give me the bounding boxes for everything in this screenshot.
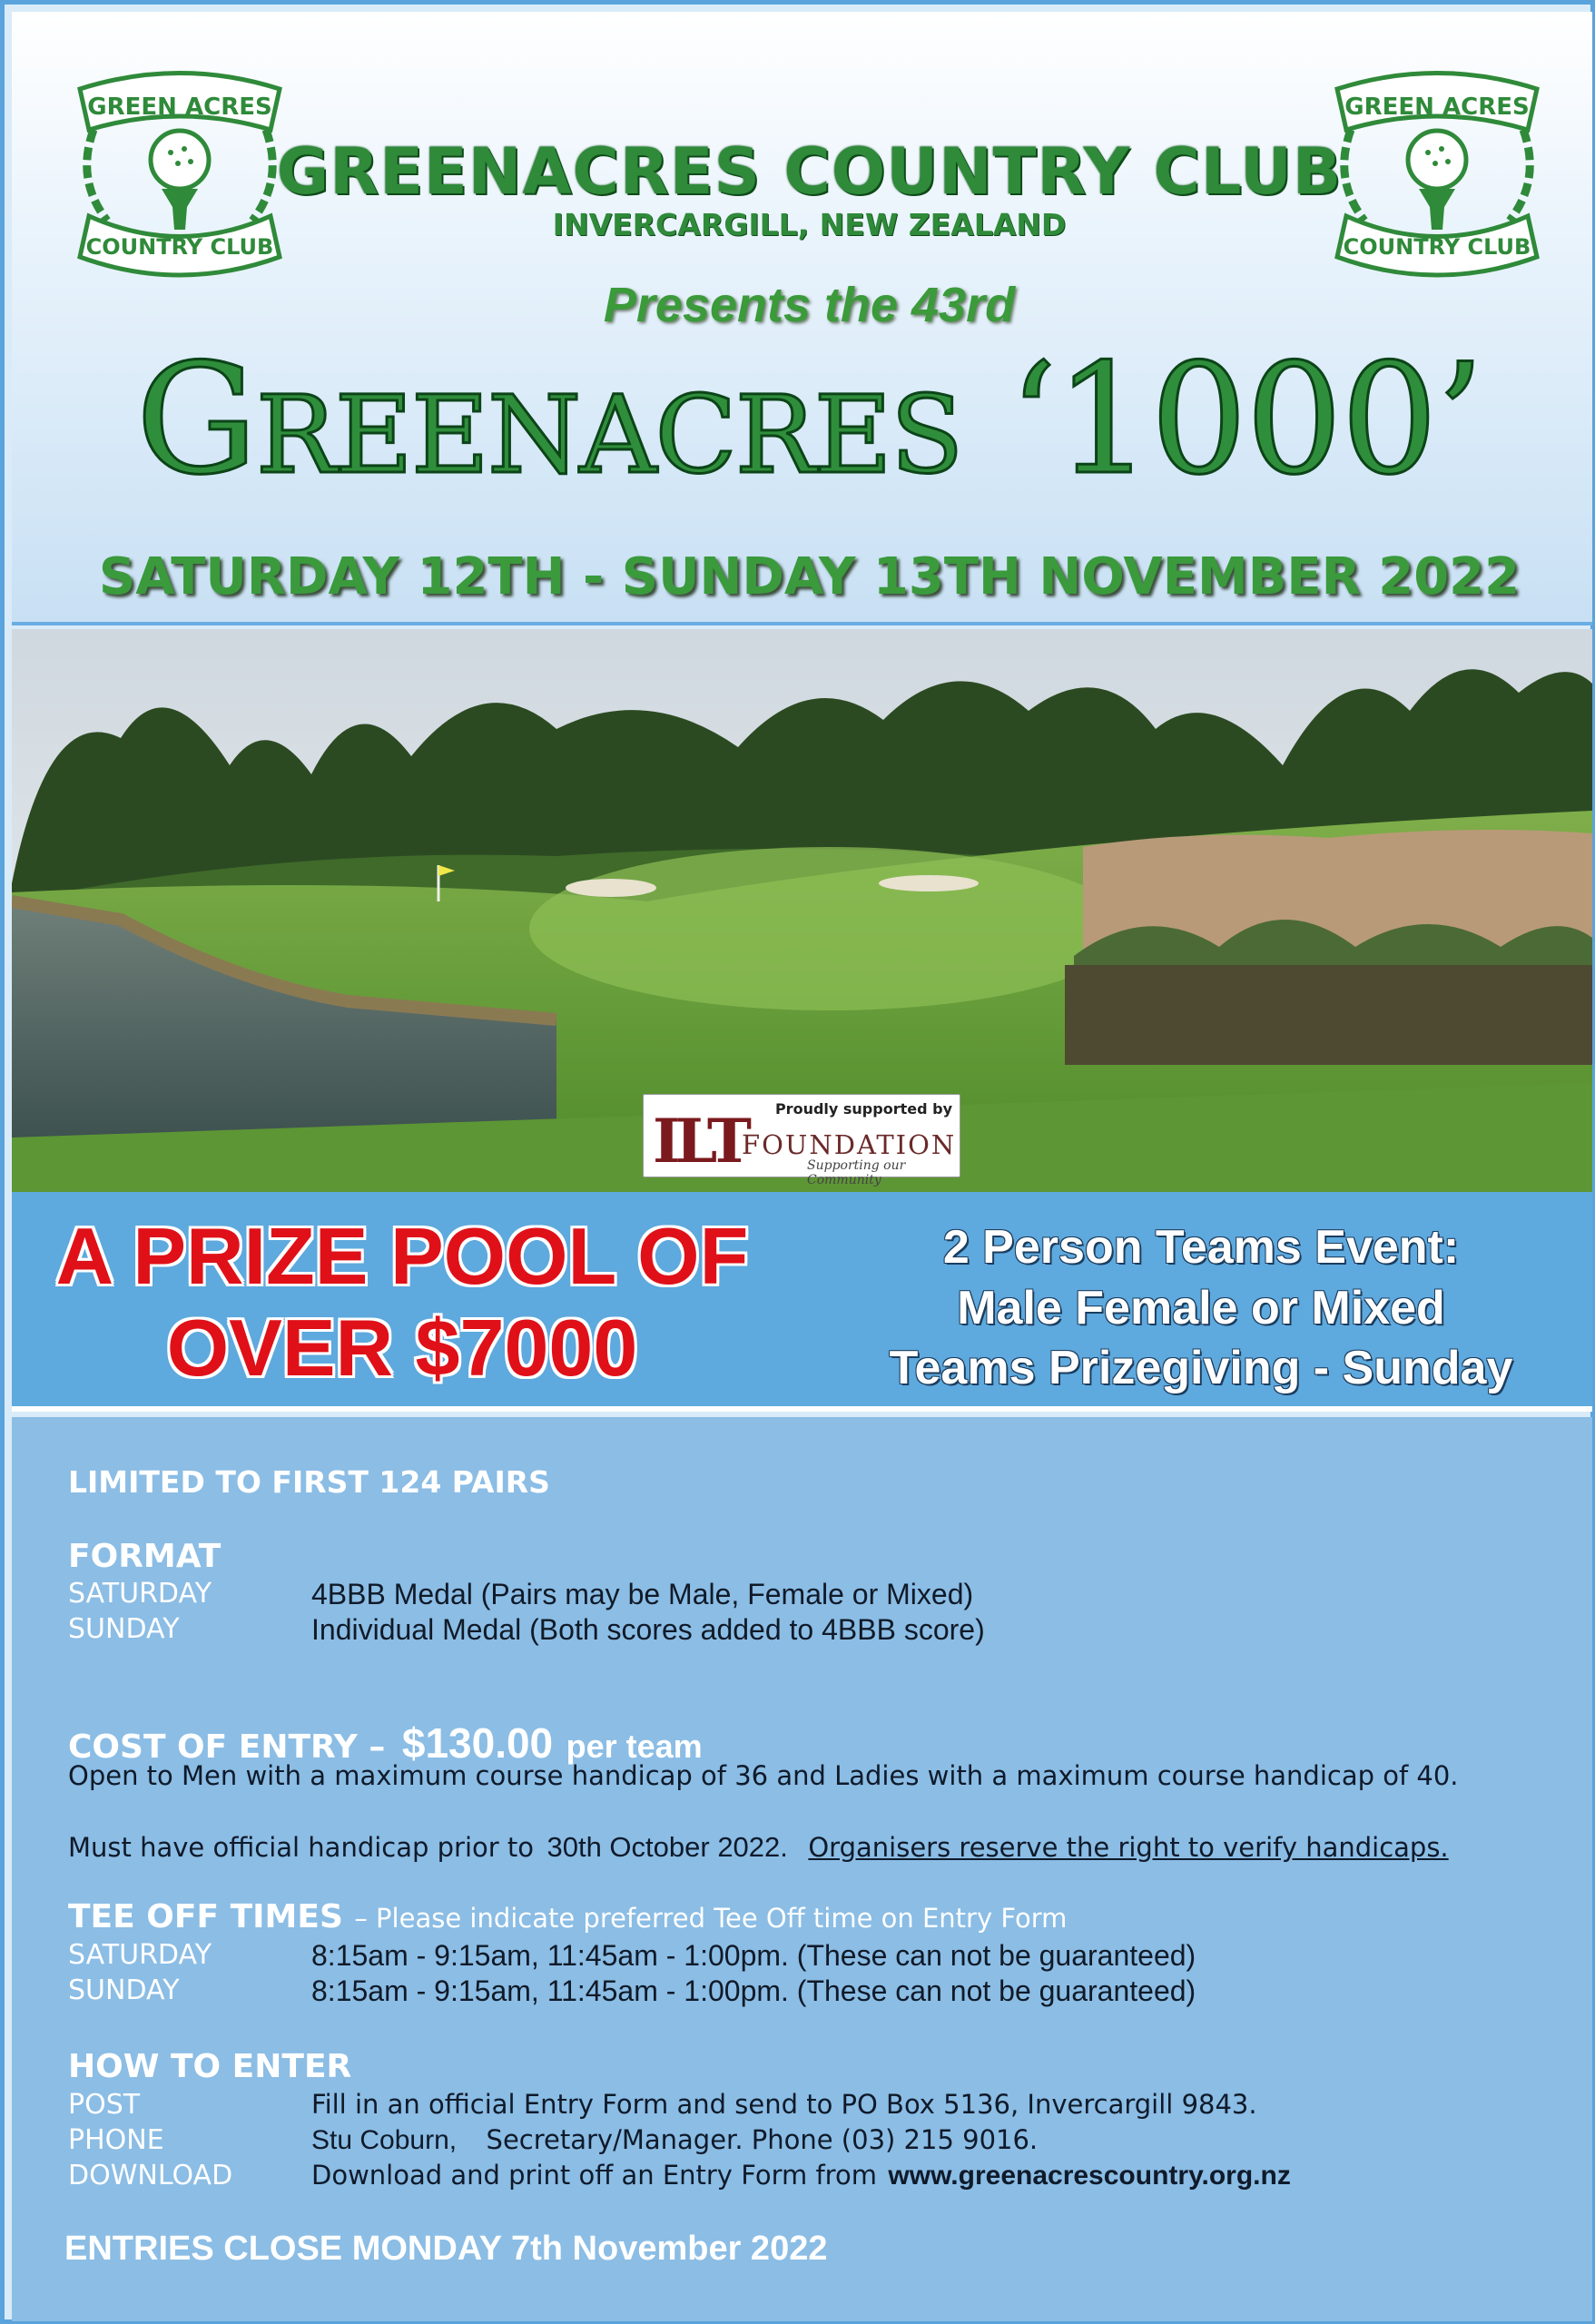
eligibility-text: Open to Men with a maximum course handicap of 36 and Ladies with a maximum course handicap of 40. bbox=[68, 1760, 1459, 1791]
prize-band bbox=[12, 1192, 1592, 1412]
phone-contact-name: Stu Coburn, bbox=[311, 2125, 458, 2155]
logo-bottom-text: COUNTRY CLUB bbox=[85, 234, 274, 260]
tee-saturday-value: 8:15am - 9:15am, 11:45am - 1:00pm. (These can not be guaranteed) bbox=[311, 1939, 1196, 1972]
format-saturday-label: SATURDAY bbox=[68, 1578, 212, 1610]
sponsor-badge bbox=[643, 1094, 960, 1187]
sponsor-tagline: Proudly supported by bbox=[774, 1100, 952, 1118]
tee-note: – Please indicate preferred Tee Off time on Entry Form bbox=[354, 1903, 1068, 1934]
tee-sunday-label: SUNDAY bbox=[68, 1974, 180, 2006]
teams-line-1: 2 Person Teams Event: bbox=[942, 1221, 1460, 1274]
website-link[interactable]: www.greenacrescountry.org.nz bbox=[888, 2161, 1291, 2191]
poster-header bbox=[12, 12, 1592, 625]
event-title: Greenacres ‘1000’ bbox=[135, 330, 1483, 508]
download-value bbox=[311, 2160, 1291, 2191]
post-label: POST bbox=[68, 2089, 141, 2121]
tee-off-times bbox=[68, 1898, 1067, 1935]
event-dates: SATURDAY 12TH - SUNDAY 13TH NOVEMBER 2022 bbox=[98, 547, 1521, 606]
format-heading: FORMAT bbox=[68, 1538, 222, 1575]
format-sunday-label: SUNDAY bbox=[68, 1613, 180, 1645]
tee-saturday-label: SATURDAY bbox=[68, 1939, 212, 1971]
handicap-date: 30th October 2022. bbox=[546, 1831, 788, 1863]
tee-heading: TEE OFF TIMES bbox=[68, 1898, 343, 1935]
sponsor-subline: Supporting our Community bbox=[807, 1158, 906, 1187]
prize-line-2: OVER $7000 bbox=[166, 1303, 638, 1393]
download-label: DOWNLOAD bbox=[68, 2160, 233, 2191]
cost-amount: $130.00 bbox=[401, 1719, 554, 1767]
prize-pool-text bbox=[48, 1210, 756, 1393]
prize-line-1: A PRIZE POOL OF bbox=[55, 1211, 749, 1301]
logo-top-text: GREEN ACRES bbox=[1344, 94, 1530, 121]
phone-value bbox=[311, 2124, 1038, 2156]
presents-text: Presents the 43rd bbox=[603, 278, 1016, 332]
tee-sunday-value: 8:15am - 9:15am, 11:45am - 1:00pm. (These can not be guaranteed) bbox=[311, 1974, 1196, 2007]
club-name: GREENACRES COUNTRY CLUB bbox=[276, 134, 1343, 209]
cost-per-team: per team bbox=[566, 1728, 703, 1765]
format-sunday-value: Individual Medal (Both scores added to 4BBB score) bbox=[311, 1613, 985, 1646]
logo-top-text: GREEN ACRES bbox=[87, 94, 272, 121]
entries-close: ENTRIES CLOSE MONDAY 7th November 2022 bbox=[64, 2230, 828, 2268]
teams-event-text bbox=[865, 1217, 1537, 1399]
post-value: Fill in an official Entry Form and send to PO Box 5136, Invercargill 9843. bbox=[311, 2089, 1257, 2120]
logo-bottom-text: COUNTRY CLUB bbox=[1343, 234, 1531, 260]
handicap-requirement bbox=[68, 1831, 1449, 1864]
phone-number-text: Secretary/Manager. Phone (03) 215 9016. bbox=[486, 2124, 1039, 2155]
teams-line-3: Teams Prizegiving - Sunday bbox=[889, 1342, 1513, 1395]
verify-handicaps-note: Organisers reserve the right to verify handicaps. bbox=[808, 1832, 1449, 1863]
cost-heading: COST OF ENTRY – bbox=[68, 1728, 386, 1766]
sponsor-name: FOUNDATION bbox=[742, 1129, 957, 1160]
club-location: INVERCARGILL, NEW ZEALAND bbox=[552, 207, 1067, 242]
event-details bbox=[12, 1417, 1592, 2321]
download-prefix: Download and print off an Entry Form from bbox=[311, 2160, 877, 2191]
limited-pairs: LIMITED TO FIRST 124 PAIRS bbox=[68, 1464, 550, 1500]
how-to-enter-heading: HOW TO ENTER bbox=[68, 2048, 352, 2085]
format-saturday-value: 4BBB Medal (Pairs may be Male, Female or Mixed) bbox=[311, 1578, 974, 1610]
sponsor-logo-mark: ILT bbox=[653, 1106, 747, 1177]
phone-label: PHONE bbox=[68, 2124, 164, 2156]
teams-line-2: Male Female or Mixed bbox=[957, 1281, 1445, 1334]
handicap-prefix: Must have official handicap prior to bbox=[68, 1832, 535, 1863]
